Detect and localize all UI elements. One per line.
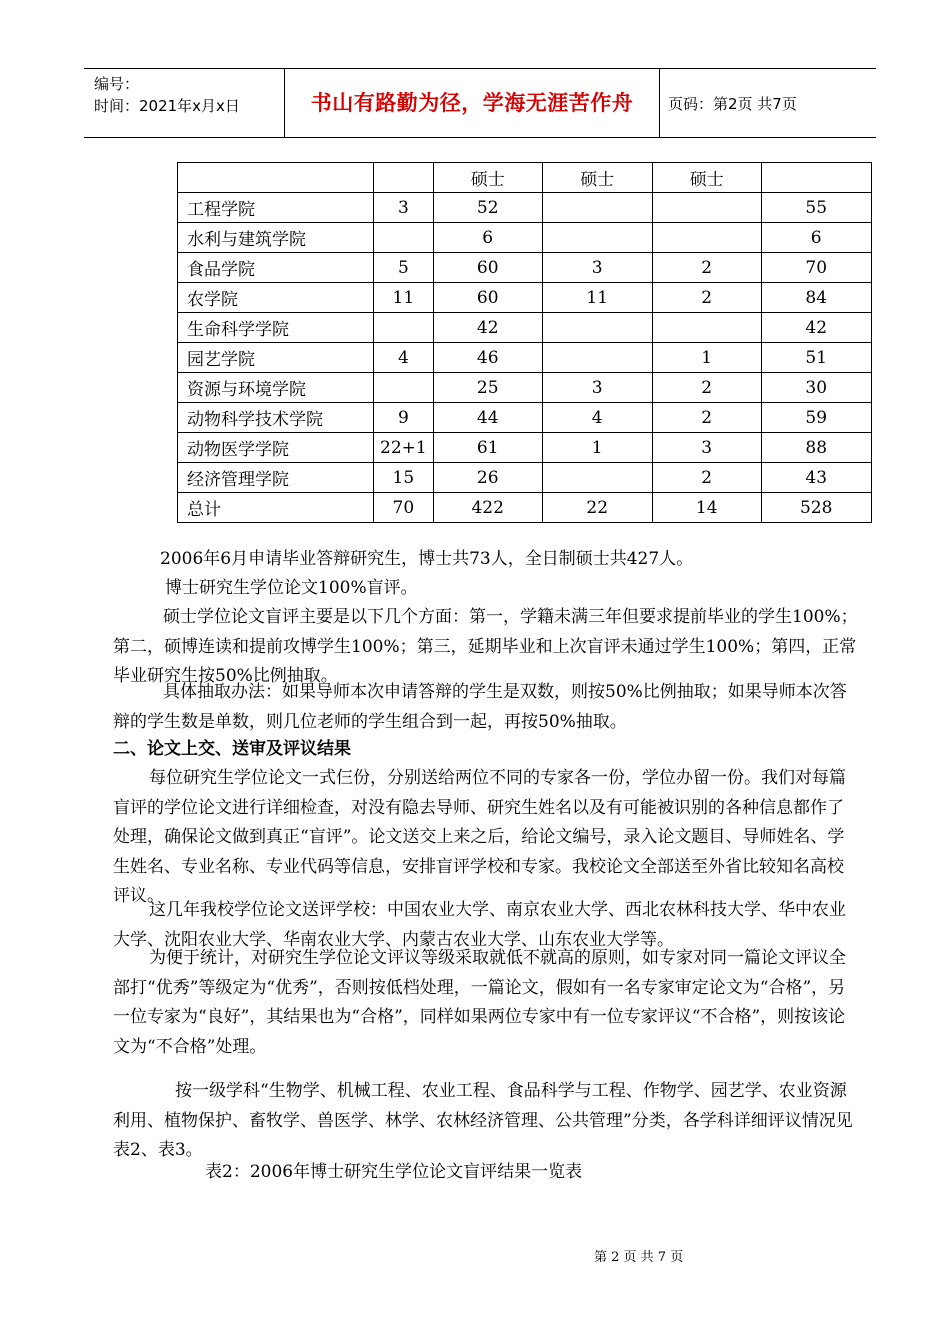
college-name-cell: 园艺学院	[178, 343, 374, 373]
value-cell: 硕士	[652, 163, 761, 193]
value-cell: 528	[761, 493, 871, 523]
value-cell: 52	[433, 193, 542, 223]
paragraph-review-schools: 这几年我校学位论文送评学校：中国农业大学、南京农业大学、西北农林科技大学、华中农业大学、沈阳农业大学、华南农业大学、内蒙古农业大学、山东农业大学等。	[113, 900, 846, 950]
value-cell: 硕士	[542, 163, 652, 193]
table-row	[178, 373, 872, 403]
table-row	[178, 433, 872, 463]
paragraph-grading-principle: 为便于统计，对研究生学位论文评议等级采取就低不就高的原则，如专家对同一篇论文评议全部打“优秀”等级定为“优秀”，否则按低档处理，一篇论文，假如有一名专家审定论文为“合格”，另一位专家为“良好”，其结果也为“合格”，同样如果两位专家中有一位专家评议“不合格”，则按该论文为“不合格”处理。	[113, 948, 846, 1057]
value-cell: 3	[374, 193, 434, 223]
table-row	[178, 223, 872, 253]
value-cell: 422	[433, 493, 542, 523]
value-cell: 11	[542, 283, 652, 313]
page-footer: 第 2 页 共 7 页	[594, 1250, 684, 1265]
value-cell: 26	[433, 463, 542, 493]
value-cell: 11	[374, 283, 434, 313]
table-row	[178, 493, 872, 523]
college-name-cell: 动物医学学院	[178, 433, 374, 463]
value-cell: 9	[374, 403, 434, 433]
table-row	[178, 193, 872, 223]
value-cell: 88	[761, 433, 871, 463]
value-cell: 2	[652, 403, 761, 433]
value-cell: 22+1	[374, 433, 434, 463]
value-cell	[542, 463, 652, 493]
value-cell: 2	[652, 373, 761, 403]
value-cell: 70	[374, 493, 434, 523]
table-row	[178, 463, 872, 493]
section-heading: 二、论文上交、送审及评议结果	[113, 739, 351, 759]
value-cell: 3	[652, 433, 761, 463]
value-cell: 44	[433, 403, 542, 433]
value-cell: 15	[374, 463, 434, 493]
college-name-cell: 动物科学技术学院	[178, 403, 374, 433]
value-cell	[374, 223, 434, 253]
table-caption: 表2：2006年博士研究生学位论文盲评结果一览表	[205, 1162, 583, 1182]
value-cell: 22	[542, 493, 652, 523]
document-time-label: 时间：2021年x月x日	[94, 97, 240, 115]
value-cell: 51	[761, 343, 871, 373]
value-cell	[374, 163, 434, 193]
college-name-cell: 生命科学学院	[178, 313, 374, 343]
value-cell: 硕士	[433, 163, 542, 193]
value-cell: 84	[761, 283, 871, 313]
value-cell	[374, 313, 434, 343]
statistics-table	[177, 162, 872, 523]
value-cell: 70	[761, 253, 871, 283]
value-cell: 6	[761, 223, 871, 253]
value-cell: 1	[542, 433, 652, 463]
table-row	[178, 343, 872, 373]
value-cell: 59	[761, 403, 871, 433]
value-cell: 3	[542, 253, 652, 283]
table-row	[178, 283, 872, 313]
college-name-cell: 总计	[178, 493, 374, 523]
value-cell: 14	[652, 493, 761, 523]
paragraph-applicants: 2006年6月申请毕业答辩研究生，博士共73人，全日制硕士共427人。	[160, 549, 694, 569]
value-cell: 60	[433, 283, 542, 313]
value-cell: 4	[374, 343, 434, 373]
paragraph-submission: 每位研究生学位论文一式仨份，分别送给两位不同的专家各一份，学位办留一份。我们对每篇盲评的学位论文进行详细检查，对没有隐去导师、研究生姓名以及有可能被识别的各种信息都作了处理，确保论文做到真正“盲评”。论文送交上来之后，给论文编号，录入论文题目、导师姓名、学生姓名、专业名称、专业代码等信息，安排盲评学校和专家。我校论文全部送至外省比较知名高校评议。	[113, 768, 846, 906]
value-cell: 3	[542, 373, 652, 403]
value-cell	[542, 193, 652, 223]
value-cell: 42	[433, 313, 542, 343]
value-cell: 4	[542, 403, 652, 433]
value-cell	[652, 313, 761, 343]
header-divider	[659, 69, 660, 137]
college-name-cell: 经济管理学院	[178, 463, 374, 493]
paragraph-sampling-method: 具体抽取办法：如果导师本次申请答辩的学生是双数，则按50%比例抽取；如果导师本次答辩的学生数是单数，则几位老师的学生组合到一起，再按50%抽取。	[113, 682, 847, 732]
value-cell	[652, 193, 761, 223]
paragraph-master-review: 硕士学位论文盲评主要是以下几个方面：第一，学籍未满三年但要求提前毕业的学生100%；第二，硕博连读和提前攻博学生100%；第三，延期毕业和上次盲评未通过学生100%；第四，正常毕业研究生按50%比例抽取。	[113, 607, 858, 686]
paragraph-doctoral-review: 博士研究生学位论文100%盲评。	[165, 578, 418, 598]
value-cell	[652, 223, 761, 253]
value-cell: 43	[761, 463, 871, 493]
table-header-row	[178, 163, 872, 193]
value-cell: 2	[652, 463, 761, 493]
value-cell: 2	[652, 283, 761, 313]
table-row	[178, 403, 872, 433]
college-name-cell: 水利与建筑学院	[178, 223, 374, 253]
table-row	[178, 313, 872, 343]
value-cell	[542, 343, 652, 373]
value-cell	[542, 313, 652, 343]
document-number-label: 编号：	[94, 75, 140, 93]
value-cell: 42	[761, 313, 871, 343]
value-cell	[374, 373, 434, 403]
value-cell: 46	[433, 343, 542, 373]
header-motto: 书山有路勤为径，学海无涯苦作舟	[310, 91, 634, 115]
value-cell: 6	[433, 223, 542, 253]
value-cell: 55	[761, 193, 871, 223]
header-page-number: 页码：第2页 共7页	[668, 95, 797, 113]
page-header	[84, 68, 876, 138]
value-cell	[761, 163, 871, 193]
college-name-cell: 食品学院	[178, 253, 374, 283]
college-name-cell: 农学院	[178, 283, 374, 313]
college-name-cell: 工程学院	[178, 193, 374, 223]
paragraph-disciplines: 按一级学科“生物学、机械工程、农业工程、食品科学与工程、作物学、园艺学、农业资源利用、植物保护、畜牧学、兽医学、林学、农林经济管理、公共管理”分类，各学科详细评议情况见表2、表3。	[113, 1081, 853, 1160]
college-name-cell: 资源与环境学院	[178, 373, 374, 403]
value-cell: 25	[433, 373, 542, 403]
header-meta	[94, 73, 240, 117]
value-cell: 2	[652, 253, 761, 283]
college-name-cell	[178, 163, 374, 193]
value-cell: 5	[374, 253, 434, 283]
value-cell: 61	[433, 433, 542, 463]
value-cell: 30	[761, 373, 871, 403]
value-cell: 60	[433, 253, 542, 283]
table-row	[178, 253, 872, 283]
value-cell	[542, 223, 652, 253]
value-cell: 1	[652, 343, 761, 373]
